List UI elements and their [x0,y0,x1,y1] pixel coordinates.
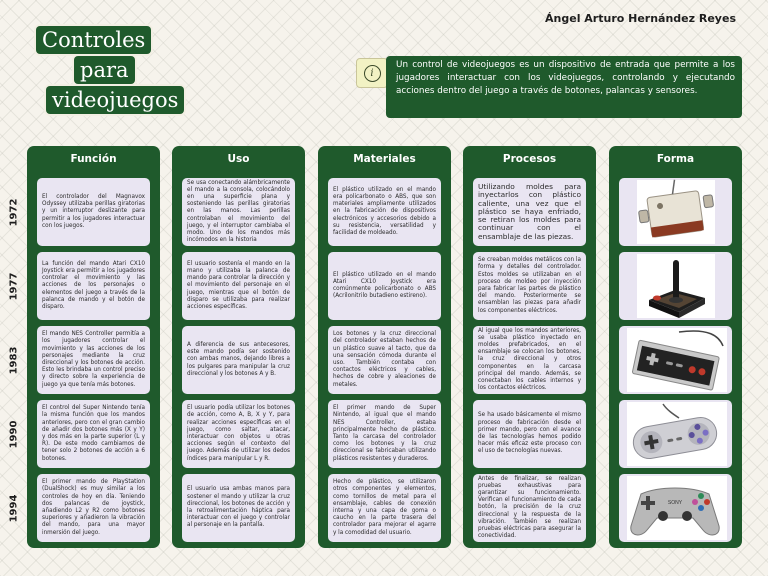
cell-uso-1994: El usuario usa ambas manos para sostener el mando y utilizar la cruz direccional, los botones de acción y la retroalimentación háptica para interactuar con el juego y controlar al personaje en la pantalla. [182,474,295,542]
cell-procesos-1990: Se ha usado básicamente el mismo proceso de fabricación desde el primer mando, pero con el avance de las tecnologías hemos podido hacer más eficaz este proceso con el uso de tecnologías nuevas. [473,400,586,468]
year-label: 1983 [8,346,20,374]
title-line-3: videojuegos [46,86,184,114]
column-uso [172,146,305,548]
cell-materiales-1983: Los botones y la cruz direccional del controlador estaban hechos de un plástico suave al tacto, que da una sensación cómoda durante el uso. También contaba con contactos eléctricos y cables, hechos de cobre y aleaciones de metales. [328,326,441,394]
column-procesos [463,146,596,548]
author-name: Ángel Arturo Hernández Reyes [545,12,736,25]
image-nes-controller [619,326,732,394]
column-header: Materiales [353,153,416,165]
cell-funcion-1990: El control del Super Nintendo tenía la misma función que los mandos anteriores, pero con el gran cambio de añadir dos botones más (X y Y) y dos más en la parte superior (L y R). De este modo cambiamos de tener solo 2 botones de acción a 6 botones. [37,400,150,468]
cell-procesos-1972: Utilizando moldes para inyectarlos con plástico caliente, una vez que el plástico se haya enfriado, se retiran los moldes para continuar con el ensamblaje de las piezas. [473,178,586,246]
image-playstation-controller [619,474,732,542]
cell-procesos-1994: Antes de finalizar, se realizan pruebas exhaustivas para garantizar su funcionamiento. Verifican el funcionamiento de cada botón, la precisión de la cruz direccional y la respuesta de la vibración. También se realizan pruebas eléctricas para asegurar la conectividad. [473,474,586,542]
sony-logo: SONY [667,500,683,506]
cell-uso-1990: El usuario podía utilizar los botones de acción, como A, B, X y Y, para realizar acciones específicas en el juego, como saltar, atacar, interactuar con objetos u otras acciones según el contexto del juego. Además de utilizar los dedos índices para manipular L y R. [182,400,295,468]
cell-materiales-1990: El primer mando de Super Nintendo, al igual que el mando NES Controller, estaba principalmente hecho de plástico. Tanto la carcasa del controlador como los botones y la cruz direccional se fabricaban utilizando plásticos resistentes y duraderos. [328,400,441,468]
intro-text: Un control de videojuegos es un dispositivo de entrada que permite a los jugadores interactuar con los videojuegos, controlando y ejecutando acciones dentro del juego a través de botones, palancas y sensores. [386,56,742,118]
cell-funcion-1972: El controlador del Magnavox Odyssey utilizaba perillas giratorias y un interruptor deslizante para permitir a los jugadores interactuar con los juegos. [37,178,150,246]
column-funcion [27,146,160,548]
cell-uso-1983: A diferencia de sus antecesores, este mando podía ser sostenido con ambas manos, dejando libres a los pulgares para manipular la cruz direccional y los botones A y B. [182,326,295,394]
title-line-2: para [74,56,135,84]
year-label: 1990 [8,420,20,448]
cell-uso-1972: Se usa conectando alámbricamente el mando a la consola, colocándolo en una superficie plana y sosteniendo las perillas giratorias en las manos. Las perillas controlaban el movimiento del juego, y el interruptor cambiaba el modo. Uno de los mandos más incómodos en la historia [182,178,295,246]
column-header: Uso [227,153,250,165]
title-line-1: Controles [36,26,151,54]
cell-uso-1977: El usuario sostenía el mando en la mano y utilizaba la palanca de mando para controlar la dirección y el movimiento del personaje en el juego, mientras que el botón de disparo se utilizaba para realizar acciones específicas. [182,252,295,320]
cell-materiales-1994: Hecho de plástico, se utilizaron otros componentes y elementos, como tornillos de metal para el ensamblaje, cables de conexión interna y una capa de goma o caucho en la parte trasera del controlador para mejorar el agarre y la comodidad del usuario. [328,474,441,542]
year-label: 1994 [8,494,20,522]
cell-materiales-1977: El plástico utilizado en el mando Atari CX10 Joystick era comúnmente policarbonato o ABS (Acrilonitrilo butadieno estireno). [328,252,441,320]
column-header: Procesos [502,153,557,165]
cell-funcion-1994: El primer mando de PlayStation (DualShock) es muy similar a los controles de hoy en día. Teniendo dos palancas de joystick, añadiendo L2 y R2 como botones superiores y añadieron la vibración del mando, para una mayor inmersión del juego. [37,474,150,542]
image-magnavox-controller [619,178,732,246]
image-atari-joystick [619,252,732,320]
cell-procesos-1983: Al igual que los mandos anteriores, se usaba plástico inyectado en moldes prefabricados, en el ensamblaje se colocan los botones, la cruz direccional y otros componentes en la carcasa principal del mando. Además, se conectaban los cables internos y los contactos eléctricos. [473,326,586,394]
info-icon: i [356,58,388,88]
cell-materiales-1972: El plástico utilizado en el mando era policarbonato o ABS, que son materiales ampliamente utilizados en la fabricación de dispositivos electrónicos y accesorios debido a su resistencia, versatilidad y facilidad de moldeado. [328,178,441,246]
image-snes-controller [619,400,732,468]
column-materiales [318,146,451,548]
cell-procesos-1977: Se creaban moldes metálicos con la forma y detalles del controlador. Estos moldes se utilizaban en el proceso de moldeo por inyección para fabricar las partes de plástico del mando. Posteriormente se ensamblan las piezas para añadir los componentes eléctricos. [473,252,586,320]
cell-funcion-1977: La función del mando Atari CX10 Joystick era permitir a los jugadores controlar el movimiento y las acciones de los personajes o elementos del juego a través de la palanca de mando y el botón de disparo. [37,252,150,320]
intro-callout [356,56,742,118]
page-title [30,26,200,116]
year-label: 1972 [8,198,20,226]
cell-funcion-1983: El mando NES Controller permitía a los jugadores controlar el movimiento y las acciones de los personajes mediante la cruz direccional y los botones de acción. Esto les brindaba un control preciso y directo sobre la experiencia de juego ya que tenía más botones. [37,326,150,394]
column-forma [609,146,742,548]
column-header: Forma [656,153,695,165]
column-header: Función [70,153,117,165]
year-label: 1977 [8,272,20,300]
